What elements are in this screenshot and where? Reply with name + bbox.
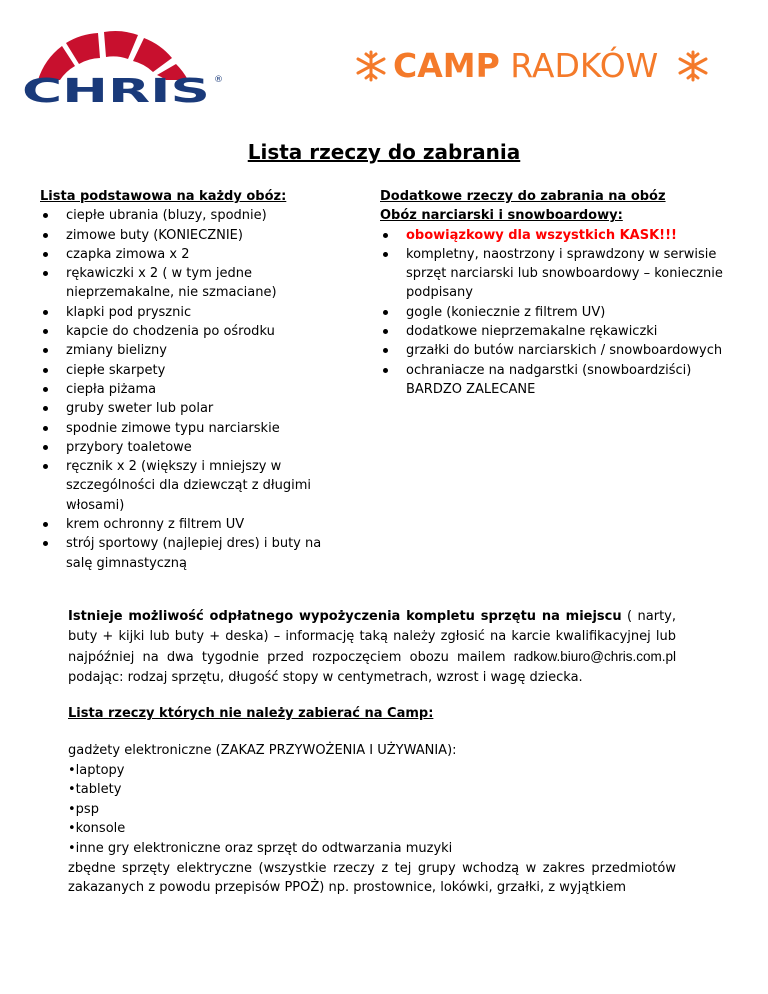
list-item: kapcie do chodzenia po ośrodku [40,322,350,341]
rental-paragraph: Istnieje możliwość odpłatnego wypożyczenia kompletu sprzętu na miejscu ( narty, buty + kijki lub buty + deska) – informację taką należy zgłosić na karcie kwalifikacyjnej lub najpóźniej na dwa tygodnie przed rozpoczęciem obozu mailem radkow.biuro@chris.com.pl podając: rodzaj sprzętu, długość stopy w centymetrach, wzrost i wagę dziecka. [68,609,676,685]
not-allowed-list [68,741,676,898]
list-item: przybory toaletowe [40,438,350,457]
list-item: gogle (koniecznie z filtrem UV) [380,303,750,322]
basic-list [40,187,350,573]
electrical-note: zbędne sprzęty elektryczne (wszystkie rzeczy z tej grupy wchodzą w zakres przedmiotów zakazanych z powodu przepisów PPOŻ) np. prostownice, lokówki, grzałki, z wyjątkiem [68,860,676,896]
list-item: grzałki do butów narciarskich / snowboardowych [380,341,750,360]
camp-word: CAMP [393,46,500,85]
list-item: •konsole [68,821,126,837]
email-link[interactable]: radkow.biuro@chris.com.pl [513,649,676,664]
list-item: •tablety [68,782,122,798]
list-item: czapka zimowa x 2 [40,245,350,264]
list-item: spodnie zimowe typu narciarskie [40,419,350,438]
list-item: rękawiczki x 2 ( w tym jedne nieprzemakalne, nie szmaciane) [40,264,350,303]
snowflake-icon [677,50,709,82]
chris-logo-text: CHRIS [22,71,210,110]
highly-recommended: BARDZO ZALECANE [406,381,536,397]
snowflake-icon [355,50,387,82]
ski-list [380,187,750,399]
svg-text:®: ® [214,75,223,85]
page-title: Lista rzeczy do zabrania [247,140,521,164]
list-item: klapki pod prysznic [40,303,350,322]
list-item: •laptopy [68,762,125,778]
list-item: krem ochronny z filtrem UV [40,515,350,534]
list-item: zimowe buty (KONIECZNIE) [40,226,350,245]
list-item: ręcznik x 2 (większy i mniejszy w szczególności dla dziewcząt z długimi włosami) [40,457,350,515]
not-allowed-intro: gadżety elektroniczne (ZAKAZ PRZYWOŻENIA I UŻYWANIA): [68,743,457,758]
list-item: •psp [68,801,99,817]
basic-list-heading: Lista podstawowa na każdy obóz: [40,189,287,204]
list-item: ciepłe ubrania (bluzy, spodnie) [40,206,350,225]
camp-place: RADKÓW [510,46,659,85]
list-item: ochraniacze na nadgarstki (snowboardziści) [380,361,750,380]
ski-camp-heading: Obóz narciarski i snowboardowy: [380,208,623,224]
list-item: zmiany bielizny [40,341,350,360]
chris-logo [20,30,230,110]
list-item: ciepłe skarpety [40,361,350,380]
list-item: dodatkowe nieprzemakalne rękawiczki [380,322,750,341]
list-item: •inne gry elektroniczne oraz sprzęt do odtwarzania muzyki [68,840,453,856]
not-allowed-heading: Lista rzeczy których nie należy zabierać na Camp: [68,706,434,721]
list-item: strój sportowy (najlepiej dres) i buty na salę gimnastyczną [40,534,350,573]
helmet-item: obowiązkowy dla wszystkich KASK!!! [380,226,750,245]
list-item: gruby sweter lub polar [40,399,350,418]
camp-radkow-logo [355,44,715,94]
list-item: ciepła piżama [40,380,350,399]
additional-heading: Dodatkowe rzeczy do zabrania na obóz [380,189,666,204]
list-item: kompletny, naostrzony i sprawdzony w serwisie sprzęt narciarski lub snowboardowy – koniecznie podpisany [380,245,750,303]
